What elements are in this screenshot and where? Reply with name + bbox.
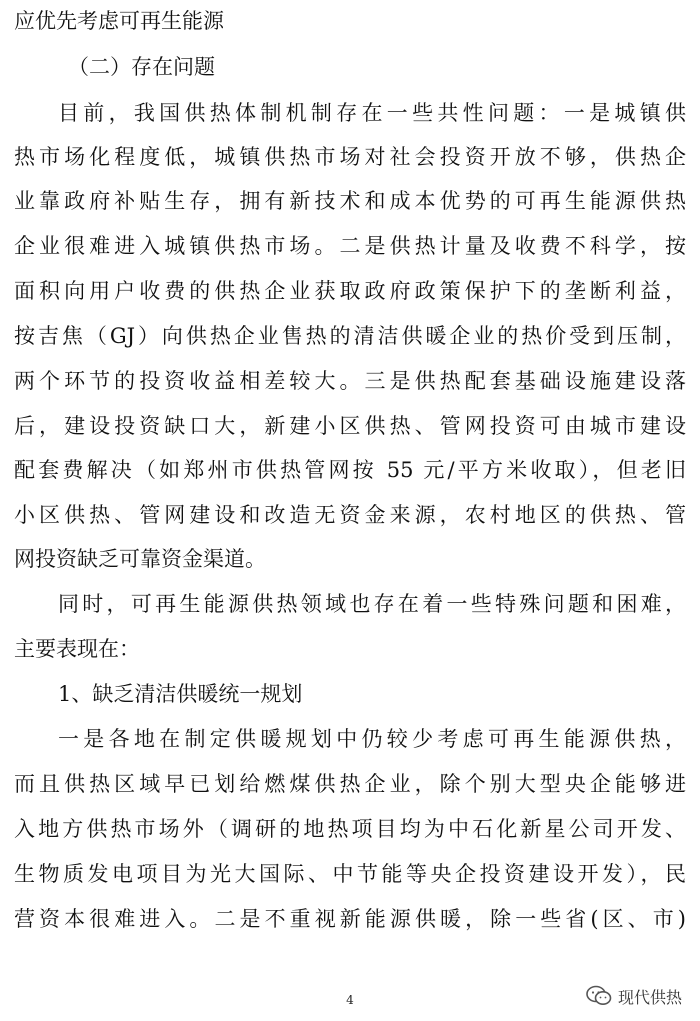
text-line-12: 小区供热、管网建设和改造无资金来源，农村地区的供热、管: [14, 503, 686, 527]
text-line-20: 生物质发电项目为光大国际、中节能等央企投资建设开发），民: [14, 862, 686, 886]
text-line-14: 同时，可再生能源供热领域也存在着一些特殊问题和困难，: [58, 592, 686, 616]
text-line-21: 营资本很难进入。二是不重视新能源供暖，除一些省(区、市): [14, 907, 686, 931]
text-line-5: 业靠政府补贴生存，拥有新技术和成本优势的可再生能源供热: [14, 189, 686, 213]
text-line-8: 按吉焦（GJ）向供热企业售热的清洁供暖企业的热价受到压制，: [14, 324, 686, 348]
watermark-label: 现代供热: [617, 987, 682, 1007]
text-line-18: 而且供热区域早已划给燃煤供热企业，除个别大型央企能够进: [14, 772, 686, 796]
text-line-11: 配套费解决（如郑州市供热管网按 55 元/平方米收取），但老旧: [14, 458, 686, 482]
text-line-9: 两个环节的投资收益相差较大。三是供热配套基础设施建设落: [14, 369, 686, 393]
text-line-19: 入地方供热市场外（调研的地热项目均为中石化新星公司开发、: [14, 817, 686, 841]
text-line-1: 应优先考虑可再生能源: [14, 9, 224, 33]
text-line-6: 企业很难进入城镇供热市场。二是供热计量及收费不科学，按: [14, 234, 686, 258]
text-line-7: 面积向用户收费的供热企业获取政府政策保护下的垄断利益，: [14, 279, 686, 303]
text-line-17: 一是各地在制定供暖规划中仍较少考虑可再生能源供热，: [58, 727, 686, 751]
wechat-watermark: [582, 981, 686, 1011]
section-heading-problems: （二）存在问题: [68, 55, 215, 79]
wechat-icon: [586, 985, 612, 1007]
text-line-15: 主要表现在：: [14, 637, 140, 661]
page-number: 4: [346, 993, 354, 1007]
text-line-4: 热市场化程度低，城镇供热市场对社会投资开放不够，供热企: [14, 145, 686, 169]
text-line-3: 目前，我国供热体制机制存在一些共性问题：一是城镇供: [58, 101, 686, 125]
text-line-10: 后，建设投资缺口大，新建小区供热、管网投资可由城市建设: [14, 414, 686, 438]
text-line-13: 网投资缺乏可靠资金渠道。: [14, 547, 266, 571]
subsection-heading-planning: 1、缺乏清洁供暖统一规划: [58, 682, 303, 706]
